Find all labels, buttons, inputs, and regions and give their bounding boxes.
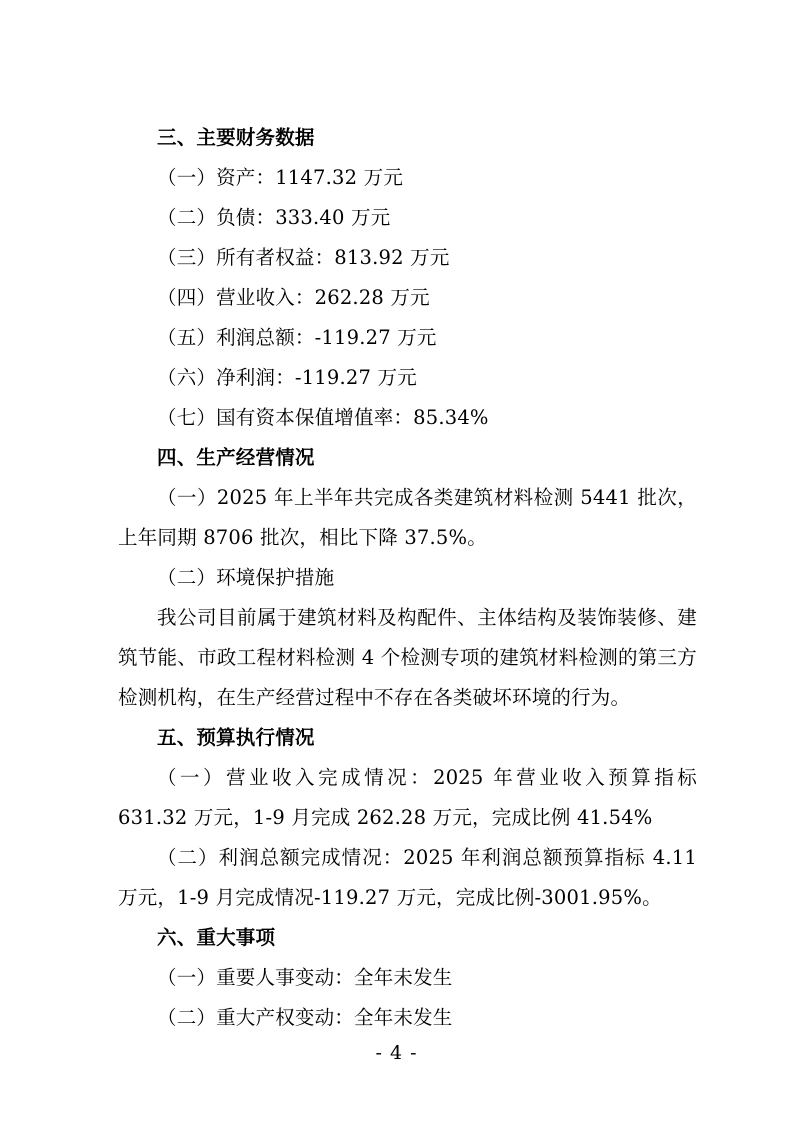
section-heading: 六、重大事项: [157, 926, 276, 949]
list-item: （二）负债：333.40 万元: [157, 206, 391, 229]
list-item: （三）所有者权益：813.92 万元: [157, 246, 450, 269]
list-item: （四）营业收入：262.28 万元: [157, 286, 430, 309]
list-item: （五）利润总额：-119.27 万元: [157, 326, 437, 349]
list-item: （二）环境保护措施: [157, 566, 335, 589]
paragraph: （一）营业收入完成情况：2025 年营业收入预算指标 631.32 万元，1-9 月完成 262.28 万元，完成比例 41.54%: [118, 766, 697, 829]
list-item: （一）资产：1147.32 万元: [157, 166, 404, 189]
list-item: （一）重要人事变动：全年未发生: [157, 966, 453, 989]
list-item: （七）国有资本保值增值率：85.34%: [157, 406, 489, 429]
section-heading: 五、预算执行情况: [157, 726, 315, 749]
paragraph: （一）2025 年上半年共完成各类建筑材料检测 5441 批次，上年同期 8706 批次，相比下降 37.5%。: [118, 486, 697, 549]
list-item: （二）重大产权变动：全年未发生: [157, 1006, 453, 1029]
list-item: （六）净利润：-119.27 万元: [157, 366, 417, 389]
page-number: - 4 -: [375, 1042, 418, 1064]
paragraph: （二）利润总额完成情况：2025 年利润总额预算指标 4.11 万元，1-9 月完成情况-119.27 万元，完成比例-3001.95%。: [118, 846, 697, 909]
paragraph: 我公司目前属于建筑材料及构配件、主体结构及装饰装修、建筑节能、市政工程材料检测 4 个检测专项的建筑材料检测的第三方检测机构，在生产经营过程中不存在各类破坏环境的行为。: [118, 606, 697, 709]
document-body: [118, 118, 697, 1038]
section-heading: 三、主要财务数据: [157, 126, 315, 149]
section-heading: 四、生产经营情况: [157, 446, 315, 469]
